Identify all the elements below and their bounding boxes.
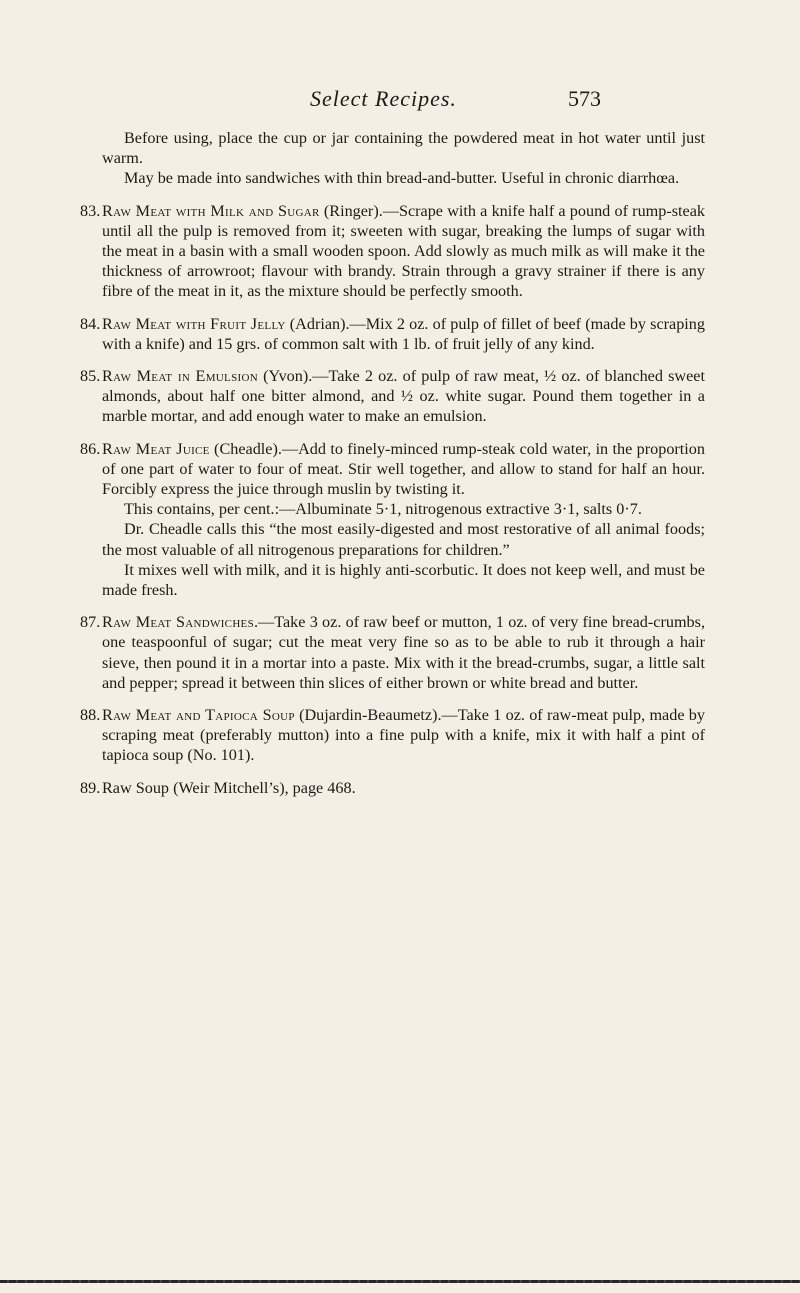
recipe-number: 87. (80, 613, 101, 632)
running-title: Select Recipes. (310, 86, 457, 111)
recipe-entry (80, 314, 705, 354)
recipe-entry (80, 778, 705, 798)
recipe-number: 85. (80, 367, 101, 386)
intro-paragraph: May be made into sandwiches with thin bread-and-butter. Useful in chronic diarrhœa. (124, 169, 680, 188)
bottom-border (0, 1280, 800, 1283)
recipe-title: Raw Meat Juice (102, 439, 210, 458)
recipe-list (80, 201, 705, 798)
recipe-heading-paragraph (80, 201, 705, 302)
recipe-heading-paragraph (80, 439, 705, 500)
recipe-heading-paragraph (80, 778, 705, 798)
recipe-entry (80, 612, 705, 693)
recipe-entry (80, 705, 705, 766)
recipe-title: Raw Meat with Milk and Sugar (102, 201, 320, 220)
recipe-text: (Dujardin-Beaumetz).—Take 1 oz. of raw-meat pulp, made by scraping meat (preferably mutton) into a fine pulp with a knife, mix it with half a pint of tapioca soup (No. 101). (102, 706, 705, 765)
recipe-note: This contains, per cent.:—Albuminate 5·1, nitrogenous extractive 3·1, salts 0·7. (124, 500, 642, 519)
recipe-entry (80, 439, 705, 601)
recipe-number: 88. (80, 706, 101, 725)
recipe-heading-paragraph (80, 612, 705, 693)
recipe-title: Raw Meat with Fruit Jelly (102, 314, 286, 333)
body-text (80, 128, 705, 798)
recipe-heading-paragraph (80, 705, 705, 766)
recipe-note: It mixes well with milk, and it is highly anti-scorbutic. It does not keep well, and must be made fresh. (102, 560, 705, 600)
recipe-number: 86. (80, 439, 101, 458)
recipe-note: Dr. Cheadle calls this “the most easily-digested and most restorative of all animal foods; the most valuable of all nitrogenous preparations for children.” (102, 520, 705, 559)
recipe-text: (Weir Mitchell’s), page 468. (169, 778, 356, 797)
recipe-title: Raw Meat Sandwiches (102, 613, 254, 632)
recipe-text: (Yvon).—Take 2 oz. of pulp of raw meat, ½ oz. of blanched sweet almonds, about half one bitter almond, and ½ oz. white sugar. Pound them together in a marble mortar, and add enough water to make an emulsion. (102, 367, 705, 426)
recipe-text: .—Take 3 oz. of raw beef or mutton, 1 oz. of very fine bread-crumbs, one teaspoonful of sugar; cut the meat very fine so as to be able to rub it through a hair sieve, then pound it in a mortar into a paste. Mix with it the bread-crumbs, sugar, a little salt and pepper; spread it between thin slices of either brown or white bread and butter. (102, 613, 705, 692)
recipe-title: Raw Meat in Emulsion (102, 367, 258, 386)
recipe-text: (Adrian).—Mix 2 oz. of pulp of fillet of beef (made by scraping with a knife) and 15 grs. of common salt with 1 lb. of fruit jelly of any kind. (102, 314, 705, 353)
page-number: 573 (568, 86, 601, 111)
recipe-number: 84. (80, 314, 101, 333)
recipe-text: (Ringer).—Scrape with a knife half a pound of rump-steak until all the pulp is removed from it; sweeten with sugar, breaking the lumps of sugar with the meat in a basin with a small wooden spoon. Add slowly as much milk as will make it the thickness of arrowroot; flavour with brandy. Strain through a gravy strainer if there is any fibre of the meat in it, as the mixture should be perfectly smooth. (102, 201, 705, 301)
recipe-number: 89. (80, 778, 101, 797)
recipe-title: Raw Soup (102, 778, 170, 797)
recipe-entry (80, 366, 705, 427)
recipe-heading-paragraph (80, 366, 705, 427)
recipe-entry (80, 201, 705, 302)
recipe-number: 83. (80, 201, 101, 220)
intro-paragraph: Before using, place the cup or jar containing the powdered meat in hot water until just warm. (102, 129, 705, 168)
recipe-heading-paragraph (80, 314, 705, 354)
page-header (0, 86, 800, 116)
recipe-text: (Cheadle).—Add to finely-minced rump-steak cold water, in the proportion of one part of water to four of meat. Stir well together, and allow to stand for half an hour. Forcibly express the juice through muslin by twisting it. (102, 439, 705, 499)
recipe-title: Raw Meat and Tapioca Soup (102, 706, 295, 725)
